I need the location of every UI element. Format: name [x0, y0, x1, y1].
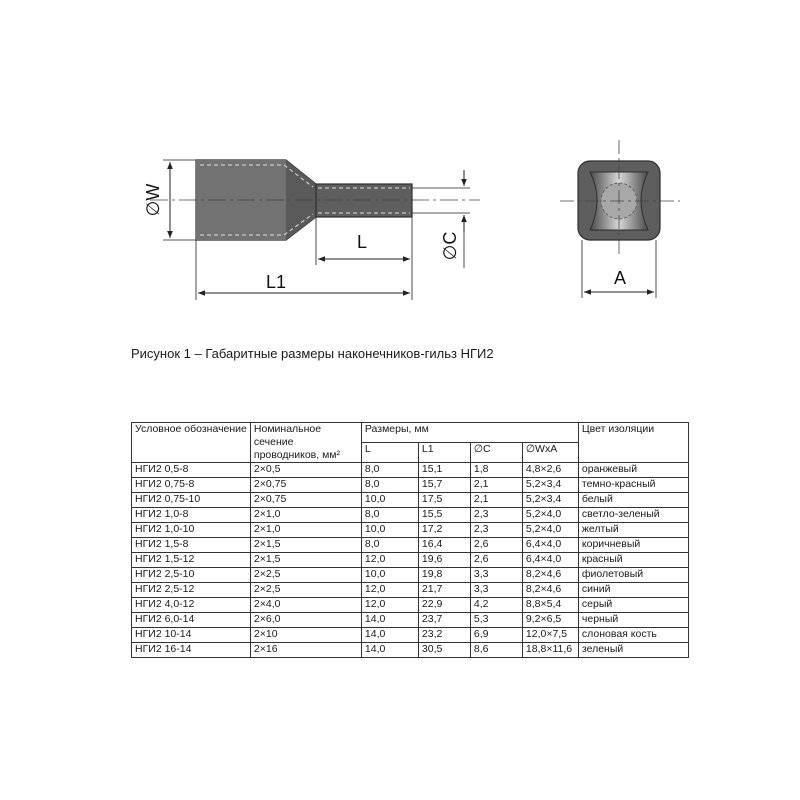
cell-l1: 17,5 — [418, 493, 470, 508]
cell-designation: НГИ2 0,75-10 — [132, 493, 251, 508]
cell-section: 2×2,5 — [250, 583, 361, 598]
cell-wxa: 4,8×2,6 — [522, 463, 578, 478]
table-row — [132, 493, 689, 508]
table-row — [132, 463, 689, 478]
cell-c: 2,3 — [470, 508, 522, 523]
table-body — [132, 463, 689, 658]
label-l1: L1 — [265, 272, 287, 292]
cell-section: 2×2,5 — [250, 568, 361, 583]
cell-l: 14,0 — [361, 613, 418, 628]
cell-designation: НГИ2 0,75-8 — [132, 478, 251, 493]
cell-section: 2×1,5 — [250, 553, 361, 568]
table-row — [132, 553, 689, 568]
cell-section: 2×1,0 — [250, 508, 361, 523]
cell-l1: 22,9 — [418, 598, 470, 613]
cell-color: черный — [578, 613, 688, 628]
ferrule-end-view — [560, 140, 680, 258]
cell-wxa: 9,2×6,5 — [522, 613, 578, 628]
cell-designation: НГИ2 0,5-8 — [132, 463, 251, 478]
cell-l1: 19,8 — [418, 568, 470, 583]
table-row — [132, 538, 689, 553]
cell-designation: НГИ2 6,0-14 — [132, 613, 251, 628]
cell-color: коричневый — [578, 538, 688, 553]
dimension-l — [316, 217, 412, 265]
dimension-l1 — [196, 240, 412, 300]
cell-l: 8,0 — [361, 463, 418, 478]
cell-color: оранжевый — [578, 463, 688, 478]
cell-c: 2,1 — [470, 478, 522, 493]
table-head — [132, 423, 689, 463]
cell-c: 4,2 — [470, 598, 522, 613]
cell-designation: НГИ2 1,0-8 — [132, 508, 251, 523]
table-row — [132, 508, 689, 523]
cell-wxa: 18,8×11,6 — [522, 643, 578, 658]
cell-section: 2×4,0 — [250, 598, 361, 613]
cell-wxa: 6,4×4,0 — [522, 553, 578, 568]
header-row — [132, 423, 689, 443]
cell-wxa: 8,2×4,6 — [522, 568, 578, 583]
cell-c: 2,1 — [470, 493, 522, 508]
label-c: ∅C — [440, 231, 460, 261]
cell-c: 2,6 — [470, 538, 522, 553]
cell-section: 2×1,5 — [250, 538, 361, 553]
cell-section: 2×1,0 — [250, 523, 361, 538]
cell-c: 2,6 — [470, 553, 522, 568]
cell-c: 3,3 — [470, 583, 522, 598]
cell-l1: 15,5 — [418, 508, 470, 523]
cell-wxa: 8,8×5,4 — [522, 598, 578, 613]
cell-designation: НГИ2 4,0-12 — [132, 598, 251, 613]
cell-c: 3,3 — [470, 568, 522, 583]
header-section-text: Номинальное сечение проводников, мм² — [253, 423, 341, 461]
cell-l: 8,0 — [361, 478, 418, 493]
cell-color: зеленый — [578, 643, 688, 658]
header-designation: Условное обозначение — [132, 423, 251, 463]
table-row — [132, 568, 689, 583]
cell-l1: 23,7 — [418, 613, 470, 628]
ferrule-dimension-drawing — [0, 0, 800, 330]
ferrule-side-view — [150, 160, 480, 240]
header-dimensions: Размеры, мм — [361, 423, 578, 443]
cell-section: 2×6,0 — [250, 613, 361, 628]
cell-wxa: 5,2×3,4 — [522, 493, 578, 508]
cell-section: 2×0,5 — [250, 463, 361, 478]
cell-designation: НГИ2 2,5-12 — [132, 583, 251, 598]
cell-color: светло-зеленый — [578, 508, 688, 523]
cell-l1: 21,7 — [418, 583, 470, 598]
table-row — [132, 478, 689, 493]
cell-l: 10,0 — [361, 523, 418, 538]
spec-table — [131, 422, 689, 658]
cell-c: 8,6 — [470, 643, 522, 658]
cell-designation: НГИ2 1,5-12 — [132, 553, 251, 568]
cell-wxa: 12,0×7,5 — [522, 628, 578, 643]
cell-section: 2×16 — [250, 643, 361, 658]
cell-l1: 23,2 — [418, 628, 470, 643]
label-l: L — [356, 232, 368, 252]
cell-color: фиолетовый — [578, 568, 688, 583]
cell-designation: НГИ2 10-14 — [132, 628, 251, 643]
cell-color: темно-красный — [578, 478, 688, 493]
cell-designation: НГИ2 2,5-10 — [132, 568, 251, 583]
table-row — [132, 583, 689, 598]
cell-designation: НГИ2 16-14 — [132, 643, 251, 658]
cell-wxa: 6,4×4,0 — [522, 538, 578, 553]
cell-l: 10,0 — [361, 493, 418, 508]
cell-wxa: 8,2×4,6 — [522, 583, 578, 598]
cell-l: 12,0 — [361, 553, 418, 568]
cell-wxa: 5,2×4,0 — [522, 523, 578, 538]
header-c: ∅C — [470, 443, 522, 463]
table-row — [132, 643, 689, 658]
cell-l1: 17,2 — [418, 523, 470, 538]
cell-c: 1,8 — [470, 463, 522, 478]
table-row — [132, 628, 689, 643]
cell-l: 12,0 — [361, 583, 418, 598]
header-color: Цвет изоляции — [578, 423, 688, 463]
cell-l1: 16,4 — [418, 538, 470, 553]
cell-l: 12,0 — [361, 598, 418, 613]
cell-l1: 15,1 — [418, 463, 470, 478]
dimension-c — [412, 170, 470, 268]
table-row — [132, 523, 689, 538]
cell-l1: 15,7 — [418, 478, 470, 493]
cell-l: 14,0 — [361, 628, 418, 643]
cell-c: 2,3 — [470, 523, 522, 538]
header-l: L — [361, 443, 418, 463]
cell-color: желтый — [578, 523, 688, 538]
table-row — [132, 598, 689, 613]
cell-color: слоновая кость — [578, 628, 688, 643]
cell-l: 8,0 — [361, 538, 418, 553]
cell-l: 10,0 — [361, 568, 418, 583]
table-row — [132, 613, 689, 628]
header-section — [250, 423, 361, 463]
cell-l1: 30,5 — [418, 643, 470, 658]
label-a: A — [613, 268, 627, 288]
label-w: ∅W — [143, 183, 163, 217]
cell-color: серый — [578, 598, 688, 613]
cell-color: красный — [578, 553, 688, 568]
cell-l: 8,0 — [361, 508, 418, 523]
cell-c: 5,3 — [470, 613, 522, 628]
cell-color: белый — [578, 493, 688, 508]
cell-l1: 19,6 — [418, 553, 470, 568]
cell-l: 14,0 — [361, 643, 418, 658]
cell-designation: НГИ2 1,5-8 — [132, 538, 251, 553]
header-l1: L1 — [418, 443, 470, 463]
cell-wxa: 5,2×4,0 — [522, 508, 578, 523]
cell-section: 2×0,75 — [250, 493, 361, 508]
cell-section: 2×10 — [250, 628, 361, 643]
header-wxa: ∅WxA — [522, 443, 578, 463]
cell-section: 2×0,75 — [250, 478, 361, 493]
cell-color: синий — [578, 583, 688, 598]
cell-designation: НГИ2 1,0-10 — [132, 523, 251, 538]
cell-wxa: 5,2×3,4 — [522, 478, 578, 493]
figure-caption: Рисунок 1 – Габаритные размеры наконечников-гильз НГИ2 — [131, 346, 494, 361]
cell-c: 6,9 — [470, 628, 522, 643]
